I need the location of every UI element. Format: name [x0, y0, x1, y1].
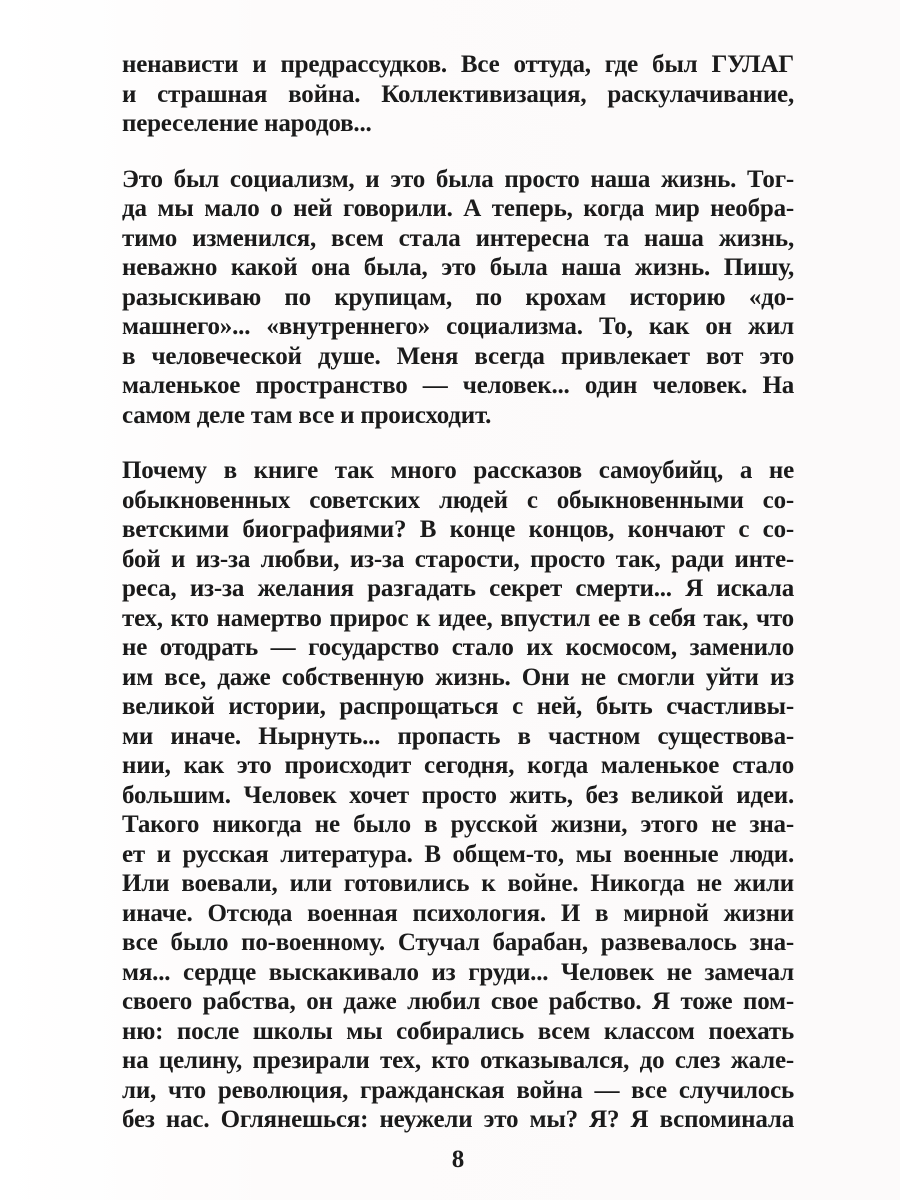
text-line: своего рабства, он даже любил свое рабство. Я тоже пом-	[122, 988, 794, 1015]
text-line: великой истории, распрощаться с ней, быть счастливы-	[122, 693, 794, 720]
text-line: да мы мало о ней говорили. А теперь, когда мир необра-	[122, 195, 794, 222]
text-line: иначе. Отсюда военная психология. И в мирной жизни	[122, 899, 794, 927]
text-line: ли, что революция, гражданская война — все случилось	[122, 1076, 794, 1104]
text-line: Такого никогда не было в русской жизни, этого не зна-	[122, 811, 794, 838]
text-line: на целину, презирали тех, кто отказывался, до слез жале-	[122, 1047, 794, 1074]
text-line: переселение народов...	[122, 110, 372, 137]
text-line: бой и из-за любви, из-за старости, просто так, ради инте-	[122, 545, 794, 573]
text-line: большим. Человек хочет просто жить, без великой идеи.	[122, 781, 794, 809]
paragraph	[122, 165, 794, 431]
text-line: тех, кто намертво прирос к идее, впустил ее в себя так, что	[122, 604, 794, 632]
text-line: им все, даже собственную жизнь. Они не смогли уйти из	[122, 663, 794, 691]
text-line: все было по-военному. Стучал барабан, развевалось зна-	[122, 929, 794, 956]
text-line: обыкновенных советских людей с обыкновенными со-	[122, 486, 794, 514]
text-line: Это был социализм, и это была просто наша жизнь. Тог-	[122, 165, 794, 193]
text-line: Почему в книге так много рассказов самоубийц, а не	[122, 457, 794, 484]
text-line: ет и русская литература. В общем-то, мы военные люди.	[122, 840, 794, 868]
text-line: нии, как это происходит сегодня, когда маленькое стало	[122, 752, 794, 779]
text-line: неважно какой она была, это была наша жизнь. Пишу,	[122, 254, 794, 281]
text-block	[122, 50, 794, 1161]
text-line: ню: после школы мы собирались всем классом поехать	[122, 1017, 794, 1045]
paragraph	[122, 50, 794, 139]
text-line: в человеческой душе. Меня всегда привлекает вот это	[122, 342, 794, 370]
text-line: ветскими биографиями? В конце концов, кончают с со-	[122, 516, 794, 543]
text-line: маленькое пространство — человек... один человек. На	[122, 372, 794, 399]
paragraph	[122, 456, 794, 1135]
text-line: самом деле там все и происходит.	[122, 401, 492, 429]
text-line: мя... сердце выскакивало из груди... Человек не замечал	[122, 958, 794, 986]
text-line: разыскиваю по крупицам, по крохам историю «до-	[122, 283, 794, 311]
text-line: ми иначе. Нырнуть... пропасть в частном существова-	[122, 722, 794, 750]
text-line: ненависти и предрассудков. Все оттуда, где был ГУЛАГ	[122, 51, 794, 78]
text-line: тимо изменился, всем стала интересна та наша жизнь,	[122, 224, 794, 252]
page-number: 8	[451, 1146, 465, 1173]
text-line: машнего»... «внутреннего» социализма. То, как он жил	[122, 313, 794, 340]
text-line: Или воевали, или готовились к войне. Никогда не жили	[122, 870, 794, 897]
text-line: реса, из-за желания разгадать секрет смерти... Я искала	[122, 575, 794, 602]
text-line: не отодрать — государство стало их космосом, заменило	[122, 634, 794, 661]
text-line: без нас. Оглянешься: неужели это мы? Я? Я вспоминала	[122, 1106, 794, 1133]
text-line: и страшная война. Коллективизация, раскулачивание,	[122, 80, 794, 108]
